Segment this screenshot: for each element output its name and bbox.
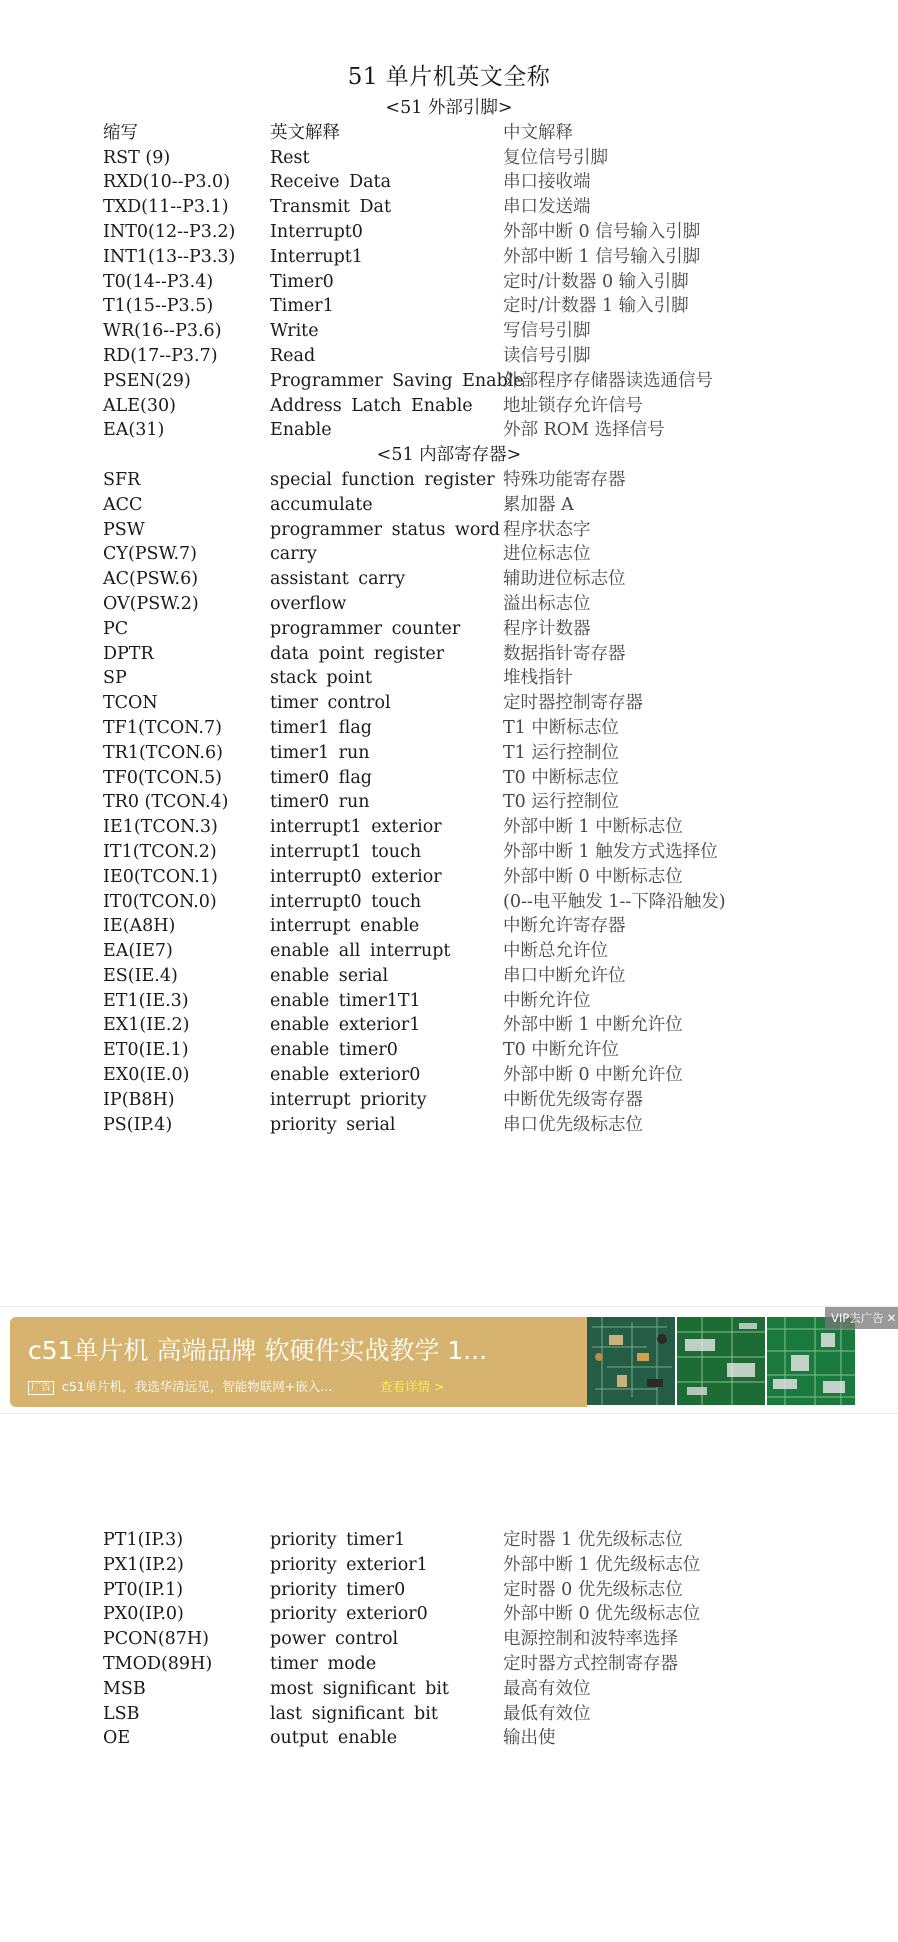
abbr-cell: IT0(TCON.0) xyxy=(103,891,217,912)
chinese-cell: 溢出标志位 xyxy=(503,593,591,614)
abbr-cell: RST (9) xyxy=(103,147,171,168)
english-cell: programmer counter xyxy=(270,618,461,639)
table-row xyxy=(0,1088,898,1113)
abbr-cell: PSW xyxy=(103,519,145,540)
table-row xyxy=(0,1553,898,1578)
abbr-cell: PT0(IP.1) xyxy=(103,1579,184,1600)
abbr-cell: DPTR xyxy=(103,643,154,664)
ad-description xyxy=(28,1377,332,1395)
abbr-cell: T0(14--P3.4) xyxy=(103,271,214,292)
english-cell: most significant bit xyxy=(270,1678,449,1699)
english-cell: output enable xyxy=(270,1728,398,1749)
table-row xyxy=(0,790,898,815)
table-row xyxy=(0,865,898,890)
table-row xyxy=(0,1013,898,1038)
english-cell: enable timer0 xyxy=(270,1040,398,1061)
abbr-cell: IT1(TCON.2) xyxy=(103,841,217,862)
table-row xyxy=(0,989,898,1014)
abbr-cell: TMOD(89H) xyxy=(103,1653,213,1674)
chinese-cell: 定时/计数器 0 输入引脚 xyxy=(503,271,689,292)
abbr-cell: PSEN(29) xyxy=(103,370,191,391)
abbr-cell: ACC xyxy=(103,494,143,515)
table-row xyxy=(0,1063,898,1088)
english-cell: Rest xyxy=(270,147,310,168)
english-cell: timer1 run xyxy=(270,742,370,763)
english-cell: data point register xyxy=(270,643,445,664)
english-cell: timer1 flag xyxy=(270,717,372,738)
chinese-cell: 中断允许位 xyxy=(503,990,591,1011)
chinese-cell: 辅助进位标志位 xyxy=(503,569,626,590)
register-table-continued xyxy=(0,1528,898,1751)
chinese-cell: 外部中断 0 优先级标志位 xyxy=(503,1604,701,1625)
ad-image-circuit-board-3[interactable] xyxy=(767,1317,855,1405)
table-row xyxy=(0,245,898,270)
english-cell: enable serial xyxy=(270,965,389,986)
english-cell: power control xyxy=(270,1629,399,1650)
chinese-cell: 定时器控制寄存器 xyxy=(503,693,643,714)
english-cell: Timer0 xyxy=(270,271,334,292)
english-cell: interrupt enable xyxy=(270,916,420,937)
english-cell: Timer1 xyxy=(270,296,334,317)
english-cell: Programmer Saving Enable xyxy=(270,370,524,391)
abbr-cell: PX0(IP.0) xyxy=(103,1604,184,1625)
english-cell: enable all interrupt xyxy=(270,941,451,962)
abbr-cell: IE1(TCON.3) xyxy=(103,817,218,838)
abbr-cell: TCON xyxy=(103,693,158,714)
chinese-cell: 定时/计数器 1 输入引脚 xyxy=(503,296,689,317)
table-row xyxy=(0,344,898,369)
abbr-cell: OV(PSW.2) xyxy=(103,593,199,614)
register-table xyxy=(0,96,898,1137)
table-row xyxy=(0,890,898,915)
chinese-cell: 外部中断 0 中断标志位 xyxy=(503,866,683,887)
table-row xyxy=(0,294,898,319)
table-row xyxy=(0,220,898,245)
chinese-cell: 中断总允许位 xyxy=(503,941,608,962)
chinese-cell: 程序计数器 xyxy=(503,618,591,639)
abbr-cell: TXD(11--P3.1) xyxy=(103,197,229,218)
table-row xyxy=(0,642,898,667)
ad-image-circuit-board-2[interactable] xyxy=(677,1317,765,1405)
abbr-cell: SFR xyxy=(103,469,141,490)
table-row xyxy=(0,1038,898,1063)
chinese-cell: 外部程序存储器读选通信号 xyxy=(503,370,713,391)
table-row xyxy=(0,1627,898,1652)
abbr-cell: ES(IE.4) xyxy=(103,965,178,986)
english-cell: last significant bit xyxy=(270,1703,438,1724)
english-cell: stack point xyxy=(270,668,373,689)
abbr-cell: PX1(IP.2) xyxy=(103,1554,184,1575)
chinese-cell: 外部中断 0 中断允许位 xyxy=(503,1065,683,1086)
table-row xyxy=(0,1602,898,1627)
table-row xyxy=(0,815,898,840)
table-row xyxy=(0,1702,898,1727)
chinese-cell: T0 运行控制位 xyxy=(503,792,619,813)
table-row xyxy=(0,1113,898,1138)
english-cell: Interrupt0 xyxy=(270,221,363,242)
chinese-cell: 定时器 1 优先级标志位 xyxy=(503,1530,683,1550)
table-row xyxy=(0,394,898,419)
abbr-cell: INT0(12--P3.2) xyxy=(103,221,236,242)
chinese-cell: 复位信号引脚 xyxy=(503,147,608,168)
table-row xyxy=(0,567,898,592)
english-cell: interrupt0 exterior xyxy=(270,866,442,887)
chinese-cell: (0--电平触发 1--下降沿触发) xyxy=(503,891,726,912)
abbr-cell: MSB xyxy=(103,1678,146,1699)
section-heading-internal-registers: <51 内部寄存器> xyxy=(376,445,522,466)
chinese-cell: 数据指针寄存器 xyxy=(503,643,626,664)
english-cell: enable exterior0 xyxy=(270,1065,421,1086)
chinese-cell: 外部 ROM 选择信号 xyxy=(503,420,665,441)
chinese-cell: 进位标志位 xyxy=(503,544,591,565)
chinese-cell: 外部中断 1 信号输入引脚 xyxy=(503,246,701,267)
chinese-cell: 串口优先级标志位 xyxy=(503,1114,643,1135)
table-row xyxy=(0,270,898,295)
abbr-cell: IE0(TCON.1) xyxy=(103,866,218,887)
chinese-cell: 定时器 0 优先级标志位 xyxy=(503,1579,683,1600)
chinese-cell: 串口中断允许位 xyxy=(503,965,626,986)
abbr-cell: WR(16--P3.6) xyxy=(103,321,222,342)
vip-remove-ads-label: VIP去广告 xyxy=(831,1311,884,1325)
table-row xyxy=(0,592,898,617)
chinese-cell: 最低有效位 xyxy=(503,1703,591,1724)
abbr-cell: PCON(87H) xyxy=(103,1629,210,1650)
english-cell: Read xyxy=(270,345,316,366)
chinese-cell: 读信号引脚 xyxy=(503,345,591,366)
vip-remove-ads-button[interactable] xyxy=(825,1307,898,1329)
abbr-cell: LSB xyxy=(103,1703,140,1724)
table-row xyxy=(0,840,898,865)
english-cell: Interrupt1 xyxy=(270,246,363,267)
column-header-abbr: 缩写 xyxy=(103,122,138,143)
page-title: 51 单片机英文全称 xyxy=(347,64,551,90)
abbr-cell: IP(B8H) xyxy=(103,1089,175,1110)
table-row xyxy=(0,518,898,543)
abbr-cell: TR1(TCON.6) xyxy=(103,742,223,763)
chinese-cell: 定时器方式控制寄存器 xyxy=(503,1653,678,1674)
english-cell: interrupt0 touch xyxy=(270,891,422,912)
ad-description-text: c51单片机，我选华清远见，智能物联网+嵌入... xyxy=(62,1379,333,1394)
chinese-cell: 累加器 A xyxy=(503,494,574,515)
english-cell: accumulate xyxy=(270,494,373,515)
abbr-cell: RXD(10--P3.0) xyxy=(103,172,231,193)
english-cell: priority serial xyxy=(270,1114,396,1135)
chinese-cell: 外部中断 1 中断标志位 xyxy=(503,817,683,838)
abbr-cell: TF1(TCON.7) xyxy=(103,717,222,738)
chinese-cell: 外部中断 1 触发方式选择位 xyxy=(503,841,718,862)
english-cell: priority exterior0 xyxy=(270,1604,428,1625)
english-cell: priority timer0 xyxy=(270,1579,406,1600)
table-header-row xyxy=(0,121,898,146)
table-row xyxy=(0,1726,898,1751)
chinese-cell: T0 中断标志位 xyxy=(503,767,619,788)
section-heading-row xyxy=(0,443,898,468)
table-row xyxy=(0,1578,898,1603)
english-cell: special function register xyxy=(270,469,495,490)
table-row xyxy=(0,666,898,691)
chinese-cell: 串口发送端 xyxy=(503,197,591,218)
english-cell: enable exterior1 xyxy=(270,1015,421,1036)
abbr-cell: IE(A8H) xyxy=(103,916,176,937)
chinese-cell: 电源控制和波特率选择 xyxy=(503,1629,678,1650)
english-cell: enable timer1T1 xyxy=(270,990,421,1011)
english-cell: overflow xyxy=(270,593,347,614)
english-cell: priority exterior1 xyxy=(270,1554,428,1575)
column-header-en: 英文解释 xyxy=(270,122,340,143)
table-row xyxy=(0,1528,898,1553)
english-cell: carry xyxy=(270,544,317,565)
english-cell: programmer status word xyxy=(270,519,500,540)
table-row xyxy=(0,741,898,766)
chinese-cell: 程序状态字 xyxy=(503,519,591,540)
table-row xyxy=(0,939,898,964)
abbr-cell: ET0(IE.1) xyxy=(103,1040,189,1061)
abbr-cell: EA(31) xyxy=(103,420,165,441)
table-row xyxy=(0,493,898,518)
table-row xyxy=(0,914,898,939)
table-row xyxy=(0,964,898,989)
abbr-cell: ALE(30) xyxy=(103,395,176,416)
table-row xyxy=(0,1652,898,1677)
english-cell: Receive Data xyxy=(270,172,392,193)
english-cell: timer0 run xyxy=(270,792,370,813)
abbr-cell: TR0 (TCON.4) xyxy=(103,792,229,813)
table-row xyxy=(0,369,898,394)
ad-details-link[interactable]: 查看详情 > xyxy=(380,1379,445,1394)
chinese-cell: T0 中断允许位 xyxy=(503,1040,619,1061)
section-heading-external-pins: <51 外部引脚> xyxy=(385,98,513,118)
abbr-cell: EA(IE7) xyxy=(103,941,173,962)
chinese-cell: 特殊功能寄存器 xyxy=(503,469,626,490)
abbr-cell: PS(IP.4) xyxy=(103,1114,173,1135)
section-heading-row xyxy=(0,96,898,121)
english-cell: timer mode xyxy=(270,1653,377,1674)
table-row xyxy=(0,146,898,171)
close-icon[interactable]: ✕ xyxy=(886,1311,897,1325)
abbr-cell: TF0(TCON.5) xyxy=(103,767,222,788)
ad-headline[interactable]: c51单片机 高端品牌 软硬件实战教学 1... xyxy=(28,1336,488,1365)
english-cell: Write xyxy=(270,321,319,342)
abbr-cell: PC xyxy=(103,618,129,639)
chinese-cell: T1 运行控制位 xyxy=(503,742,619,763)
chinese-cell: 最高有效位 xyxy=(503,1678,591,1699)
table-row xyxy=(0,716,898,741)
table-row xyxy=(0,691,898,716)
english-cell: Transmit Dat xyxy=(270,197,392,218)
chinese-cell: 外部中断 0 信号输入引脚 xyxy=(503,221,701,242)
english-cell: Address Latch Enable xyxy=(270,395,473,416)
table-row xyxy=(0,766,898,791)
chinese-cell: 中断优先级寄存器 xyxy=(503,1089,643,1110)
abbr-cell: AC(PSW.6) xyxy=(103,569,199,590)
chinese-cell: 堆栈指针 xyxy=(503,668,573,689)
chinese-cell: 外部中断 1 中断允许位 xyxy=(503,1015,683,1036)
table-row xyxy=(0,1677,898,1702)
ad-banner[interactable] xyxy=(0,1306,898,1414)
abbr-cell: SP xyxy=(103,668,127,689)
chinese-cell: T1 中断标志位 xyxy=(503,717,619,738)
column-header-cn: 中文解释 xyxy=(503,122,573,143)
chinese-cell: 输出使 xyxy=(503,1728,556,1749)
chinese-cell: 地址锁存允许信号 xyxy=(503,395,643,416)
chinese-cell: 写信号引脚 xyxy=(503,321,591,342)
english-cell: interrupt1 exterior xyxy=(270,817,442,838)
abbr-cell: INT1(13--P3.3) xyxy=(103,246,236,267)
abbr-cell: OE xyxy=(103,1728,131,1749)
english-cell: priority timer1 xyxy=(270,1530,406,1550)
english-cell: assistant carry xyxy=(270,569,406,590)
table-row xyxy=(0,617,898,642)
english-cell: interrupt1 touch xyxy=(270,841,422,862)
chinese-cell: 中断允许寄存器 xyxy=(503,916,626,937)
table-row xyxy=(0,418,898,443)
ad-image-circuit-board-1[interactable] xyxy=(587,1317,675,1405)
chinese-cell: 外部中断 1 优先级标志位 xyxy=(503,1554,701,1575)
abbr-cell: EX0(IE.0) xyxy=(103,1065,190,1086)
abbr-cell: T1(15--P3.5) xyxy=(103,296,214,317)
english-cell: interrupt priority xyxy=(270,1089,427,1110)
english-cell: timer control xyxy=(270,693,391,714)
ad-tag: 广告 xyxy=(28,1381,54,1395)
table-row xyxy=(0,319,898,344)
table-row xyxy=(0,468,898,493)
english-cell: Enable xyxy=(270,420,332,441)
table-row xyxy=(0,195,898,220)
ad-card[interactable] xyxy=(10,1317,587,1407)
abbr-cell: CY(PSW.7) xyxy=(103,544,197,565)
english-cell: timer0 flag xyxy=(270,767,372,788)
abbr-cell: EX1(IE.2) xyxy=(103,1015,190,1036)
abbr-cell: RD(17--P3.7) xyxy=(103,345,218,366)
abbr-cell: PT1(IP.3) xyxy=(103,1530,184,1550)
table-row xyxy=(0,170,898,195)
table-row xyxy=(0,542,898,567)
abbr-cell: ET1(IE.3) xyxy=(103,990,189,1011)
chinese-cell: 串口接收端 xyxy=(503,172,591,193)
